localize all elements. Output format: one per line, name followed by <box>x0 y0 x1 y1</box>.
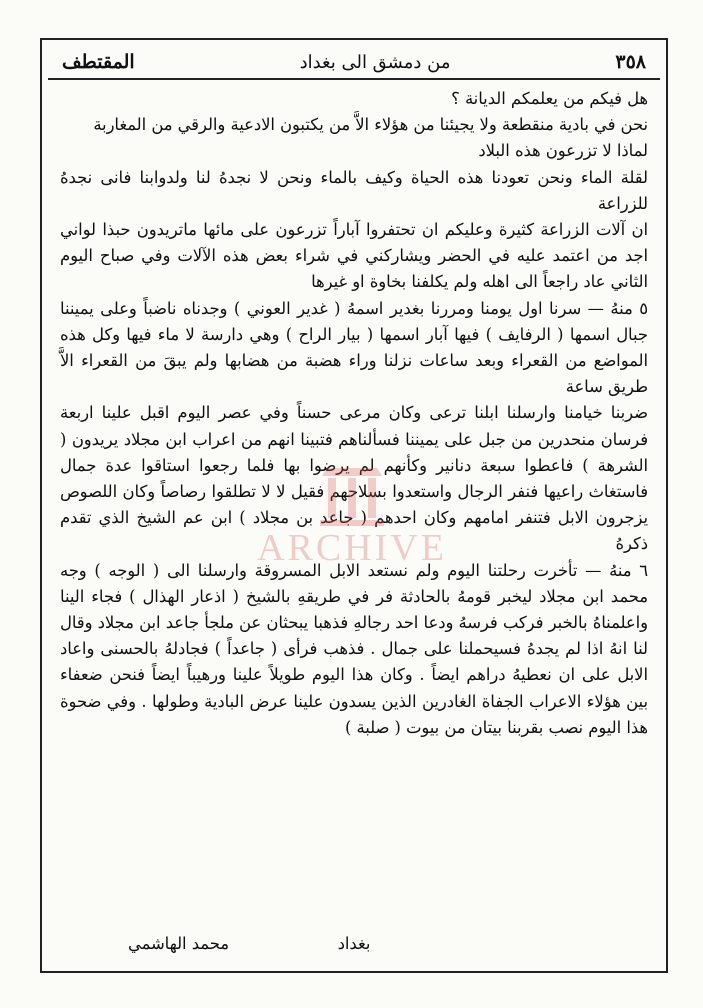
footer-author: محمد الهاشمي <box>128 934 229 953</box>
journal-name: المقتطف <box>62 51 135 73</box>
paragraph: لقلة الماء ونحن تعودنا هذه الحياة وكيف بالماء ونحن لا نجدهُ لنا ولدوابنا فانى نجدهُ للزراعة <box>60 167 648 213</box>
paragraph: ان آلات الزراعة كثيرة وعليكم ان تحتفروا آباراً تزرعون على مائها ماتريدون حبذا لواني اجد من اعتمد عليه في الحضر ويشاركني في شراء بعض هذه الآلات وفي صباح اليوم الثاني عاد راجعاً الى اهله ولم يكلفنا بخاوة او غيرها <box>60 220 648 292</box>
paragraph: ضربنا خيامنا وارسلنا ابلنا ترعى وكان مرعى حسناً وفي عصر اليوم اقبل علينا اربعة فرسان منحدرين من جبل على يميننا فسألناهم فتبينا انهم من اعراب ابن مجلاد يريدون ( الشرهة ) فاعطوا سبعة دنانير وكأنهم لم يرضوا بها فلما رجعوا استاقوا عدة جمال فاستغاث راعيها فنفر الرجال واستعدوا بسلاحهم فقيل لا لا تطلقوا رصاصاً وكان اللصوص يزجرون الابل فتنفر امامهم وكان احدهم ( جاعد بن مجلاد ) ابن عم الشيخ الذي تقدم ذكرهُ <box>60 403 648 554</box>
footer-city: بغداد <box>337 934 371 953</box>
page-header <box>48 46 660 80</box>
paragraph: ٦ منهُ — تأخرت رحلتنا اليوم ولم نستعد الابل المسروقة وارسلنا الى ( الوجه ) وجه محمد ابن مجلاد ليخبر قومهُ بالحادثة فر في طريقهِ بالشيخ ( اذعار الهذال ) فجاء الينا واعلمناهُ بالخبر فركب فرسهُ ودعا احد رجالهِ فذهبا يبحثان عن ملجأ جاعد ابن مجلاد وقال لنا انهُ اذا لم يجدهُ فسيحملنا على جمال . فذهب فرأى ( جاعداً ) فجادلهُ بالحسنى واعاد الابل على ان نعطيهُ دراهم ايضاً . وكان هذا اليوم طويلاً علينا ورهيباً ايضاً فنحن ضعفاء بين هؤلاء الاعراب الجفاة الغادرين الذين يسدون علينا عرض البادية وطولها . وفي ضحوة هذا اليوم نصب بقربنا بيتان من بيوت ( صلبة ) <box>60 560 648 737</box>
paragraph: نحن في بادية منقطعة ولا يجيئنا من هؤلاء الاَّ من يكتبون الادعية والرقي من المغاربة <box>93 115 648 135</box>
watermark-text: ARCHIVE <box>257 527 447 569</box>
paragraph: لماذا لا تزرعون هذه البلاد <box>478 141 648 161</box>
article-body <box>60 86 648 741</box>
page-number: ٣٥٨ <box>615 51 646 73</box>
paragraph: هل فيكم من يعلمكم الديانة ؟ <box>451 89 648 108</box>
page-footer <box>60 930 648 958</box>
paragraph: ٥ منهُ — سرنا اول يومنا ومررنا بغدير اسمهُ ( غدير العوني ) وجدناه ناضباً وعلى يميننا جبال اسمها ( الرفايف ) فيها آبار اسمها ( بيار الراح ) وهي دارسة لا ماء فيها وكل هذه المواضع من القعراء وبعد ساعات نزلنا وراء هضبة من هضابها ولم يبقَ من القعراء الاَّ طريق ساعة <box>60 298 648 397</box>
running-title: من دمشق الى بغداد <box>299 51 451 73</box>
